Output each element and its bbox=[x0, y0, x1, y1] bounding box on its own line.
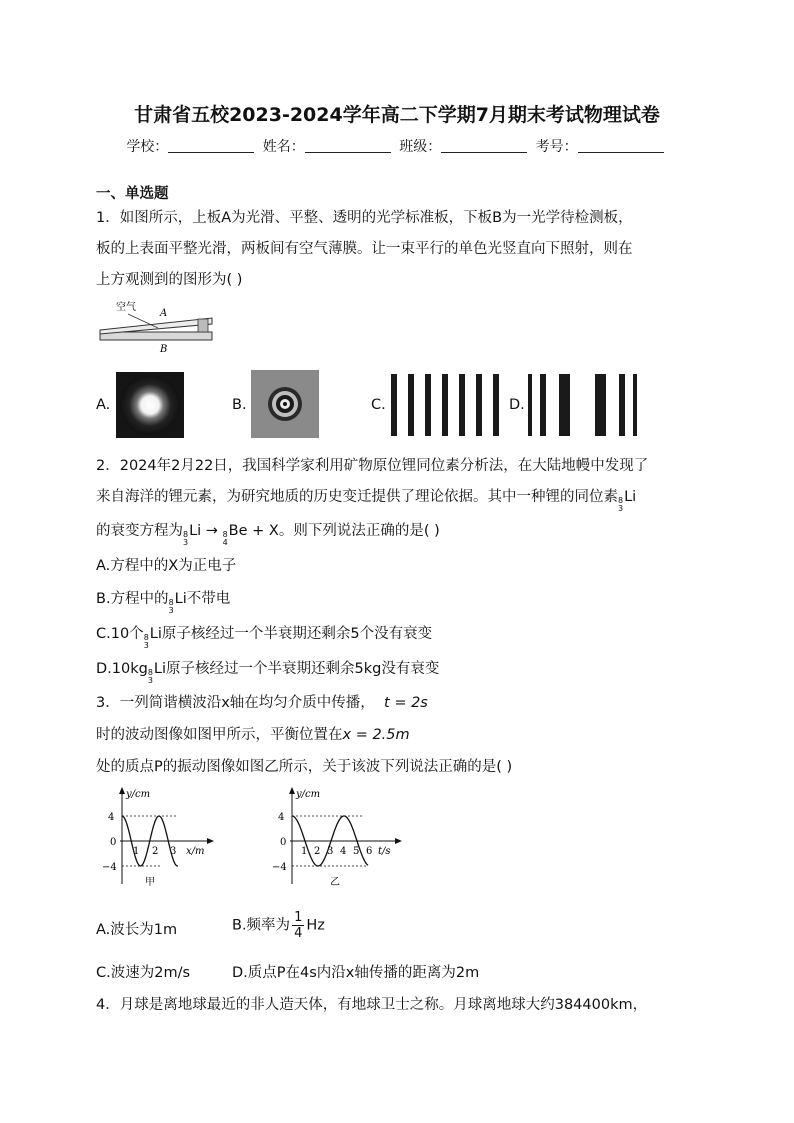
yi-t-tick-3: 3 bbox=[327, 846, 334, 857]
yi-y-tick-neg: −4 bbox=[272, 862, 287, 873]
yi-t-axis-label: t/s bbox=[378, 846, 391, 857]
jia-x-tick-1: 1 bbox=[133, 846, 140, 857]
q2-line3 bbox=[96, 519, 440, 547]
q1-line2: 板的上表面平整光滑，两板间有空气薄膜。让一束平行的单色光竖直向下照射，则在 bbox=[96, 241, 633, 257]
time-equation: t = 2s bbox=[384, 695, 428, 711]
plate-b-label: B bbox=[160, 344, 168, 355]
school-blank[interactable] bbox=[168, 152, 254, 153]
q2-option-d[interactable]: D.10kg 8 3 Li原子核经过一个半衰期还剩余5kg没有衰变 bbox=[96, 661, 440, 685]
jia-y-axis-label: y/cm bbox=[126, 789, 151, 800]
q3-line3: 处的质点P的振动图像如图乙所示，关于该波下列说法正确的是( ) bbox=[96, 759, 513, 775]
student-info-row bbox=[0, 136, 794, 156]
exam-number-label: 考号： bbox=[535, 139, 578, 155]
reaction-arrow: → bbox=[201, 523, 223, 539]
be-isotope-notation: 8 4 bbox=[222, 530, 228, 547]
jia-y-tick-zero: 0 bbox=[110, 837, 117, 848]
q3-line2-text: 时的波动图像如图甲所示，平衡位置在 bbox=[96, 727, 343, 743]
yi-t-tick-6: 6 bbox=[366, 846, 373, 857]
q1-line1: 1．如图所示，上板A为光滑、平整、透明的光学标准板，下板B为一光学待检测板， bbox=[96, 210, 633, 226]
class-label: 班级： bbox=[399, 139, 442, 155]
name-blank[interactable] bbox=[305, 152, 391, 153]
q3-line1-text: 3．一列简谐横波沿x轴在均匀介质中传播， bbox=[96, 695, 375, 711]
position-equation: x = 2.5m bbox=[342, 727, 410, 743]
yi-t-tick-4: 4 bbox=[340, 846, 347, 857]
li-symbol: Li bbox=[189, 523, 202, 539]
q1-plates-figure bbox=[96, 296, 216, 358]
q2-option-c[interactable]: C.10个 8 3 Li原子核经过一个半衰期还剩余5个没有衰变 bbox=[96, 626, 433, 650]
li-isotope-notation: 8 3 bbox=[143, 633, 149, 650]
q2-line3-text: 的衰变方程为 bbox=[96, 523, 183, 539]
yi-y-tick-zero: 0 bbox=[280, 837, 287, 848]
q1-option-c-image[interactable] bbox=[388, 374, 504, 436]
q2-line1: 2．2024年2月22日，我国科学家利用矿物原位锂同位素分析法，在大陆地幔中发现了 bbox=[96, 458, 649, 474]
q1-option-d-image[interactable] bbox=[527, 374, 639, 436]
q1-line3: 上方观测到的图形为( ) bbox=[96, 272, 243, 288]
li-isotope-notation: 8 3 bbox=[618, 496, 624, 513]
jia-y-tick-pos: 4 bbox=[108, 812, 115, 823]
yi-y-tick-pos: 4 bbox=[278, 812, 285, 823]
q2-line2 bbox=[96, 485, 636, 513]
q3-line2 bbox=[96, 723, 410, 744]
q3-option-d[interactable]: D.质点P在4s内沿x轴传播的距离为2m bbox=[232, 965, 480, 981]
li-isotope-notation: 8 3 bbox=[183, 530, 189, 547]
q1-option-c-label[interactable]: C. bbox=[371, 397, 386, 413]
jia-caption: 甲 bbox=[145, 877, 155, 888]
yi-t-tick-2: 2 bbox=[314, 846, 321, 857]
yi-t-tick-1: 1 bbox=[301, 846, 308, 857]
class-blank[interactable] bbox=[441, 152, 527, 153]
jia-x-tick-2: 2 bbox=[152, 846, 159, 857]
q4-line1: 4．月球是离地球最近的非人造天体，有地球卫士之称。月球离地球大约384400km， bbox=[96, 997, 648, 1013]
jia-x-axis-label: x/m bbox=[186, 846, 205, 857]
exam-number-blank[interactable] bbox=[578, 152, 664, 153]
q3-wave-graph-jia bbox=[100, 784, 220, 892]
q2-line2-text: 来自海洋的锂元素，为研究地质的历史变迁提供了理论依据。其中一种锂的同位素 bbox=[96, 489, 618, 505]
li-symbol: Li bbox=[624, 489, 637, 505]
yi-t-tick-5: 5 bbox=[353, 846, 360, 857]
air-label: 空气 bbox=[116, 302, 136, 313]
q2-question-text: 。则下列说法正确的是( ) bbox=[278, 523, 440, 539]
plate-a-label: A bbox=[160, 308, 168, 319]
li-isotope-notation: 8 3 bbox=[147, 668, 153, 685]
q3-vibration-graph-yi bbox=[270, 784, 410, 892]
q1-option-a-image[interactable] bbox=[116, 372, 184, 438]
yi-y-axis-label: y/cm bbox=[296, 789, 321, 800]
jia-x-tick-3: 3 bbox=[170, 846, 177, 857]
jia-y-tick-neg: −4 bbox=[102, 862, 117, 873]
school-label: 学校： bbox=[126, 139, 169, 155]
q3-option-c[interactable]: C.波速为2m/s bbox=[96, 965, 191, 981]
q3-line1 bbox=[96, 691, 428, 712]
fraction-one-quarter: $\frac{1}{4}$ bbox=[294, 910, 303, 941]
q2-option-b[interactable]: B.方程中的 8 3 Li不带电 bbox=[96, 591, 231, 615]
q1-option-d-label[interactable]: D. bbox=[509, 397, 525, 413]
li-isotope-notation: 8 3 bbox=[168, 598, 174, 615]
page-title: 甘肃省五校2023-2024学年高二下学期7月期末考试物理试卷 bbox=[134, 104, 660, 126]
be-symbol: Be bbox=[228, 523, 248, 539]
section-heading: 一、单选题 bbox=[96, 186, 169, 202]
q3-option-a[interactable]: A.波长为1m bbox=[96, 922, 178, 938]
q2-option-a[interactable]: A.方程中的X为正电子 bbox=[96, 558, 237, 574]
q1-option-b-label[interactable]: B. bbox=[232, 397, 247, 413]
plus-x: + X bbox=[252, 523, 279, 539]
q3-option-b[interactable]: B.频率为 $\frac{1}{4}$ Hz bbox=[232, 910, 325, 941]
q1-option-b-image[interactable] bbox=[251, 370, 319, 438]
yi-caption: 乙 bbox=[330, 877, 340, 888]
q1-option-a-label[interactable]: A. bbox=[96, 397, 111, 413]
name-label: 姓名： bbox=[262, 139, 305, 155]
